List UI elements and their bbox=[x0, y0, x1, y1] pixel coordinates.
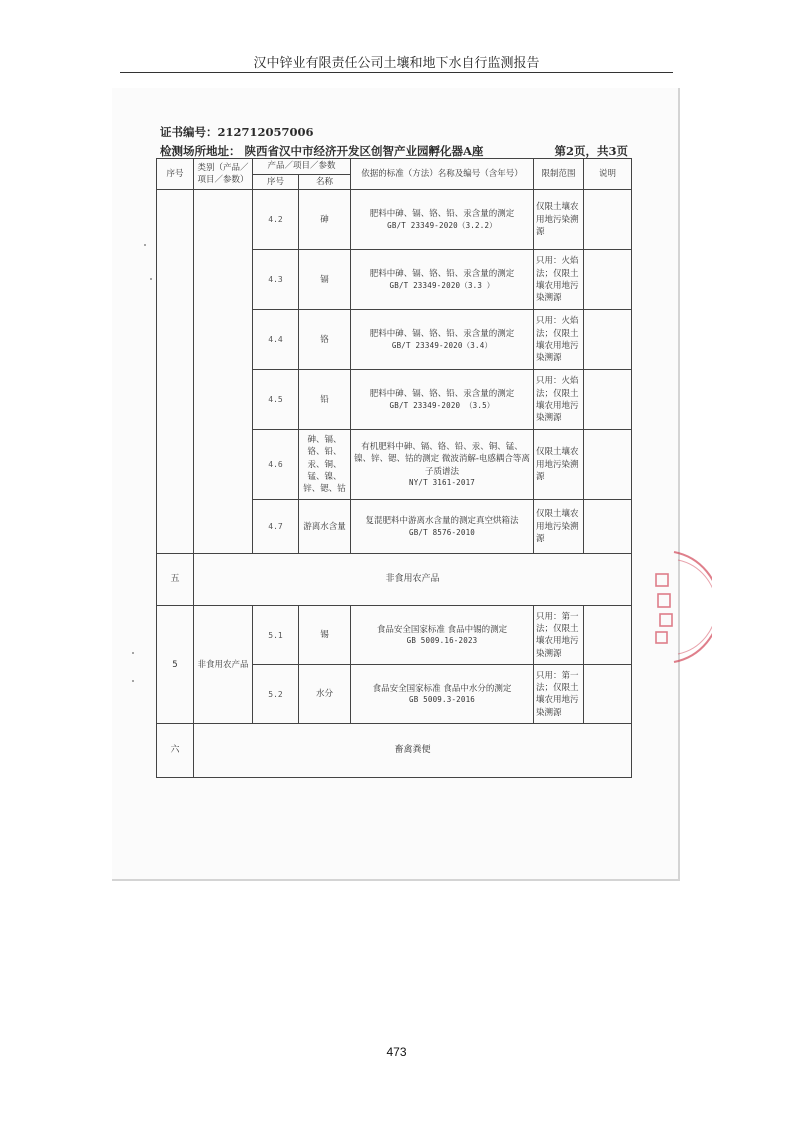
running-header: 汉中锌业有限责任公司土壤和地下水自行监测报告 bbox=[253, 56, 540, 71]
header-seq: 序号 bbox=[157, 159, 194, 190]
header-product-group: 产品／项目／参数 bbox=[253, 159, 351, 175]
item-name: 锡 bbox=[299, 606, 351, 665]
item-name: 铬 bbox=[299, 310, 351, 370]
standard-name: 肥料中砷、镉、铬、铅、汞含量的测定 bbox=[369, 209, 515, 220]
limit-range: 仅限土壤农用地污染溯源 bbox=[534, 430, 584, 500]
remark-cell bbox=[584, 190, 632, 250]
page-info: 第2页，共3页 bbox=[554, 144, 628, 158]
section-title: 畜禽粪便 bbox=[194, 724, 632, 778]
standard-name: 肥料中砷、镉、铬、铅、汞含量的测定 bbox=[369, 269, 515, 280]
section-row bbox=[157, 724, 632, 778]
limit-range: 只用：火焰法；仅限土壤农用地污染溯源 bbox=[534, 310, 584, 370]
section-number: 五 bbox=[157, 554, 194, 606]
header-category: 类别（产品／项目／参数） bbox=[194, 159, 253, 190]
item-name: 砷 bbox=[299, 190, 351, 250]
standard-cell bbox=[351, 500, 534, 554]
limit-range: 只用：火焰法；仅限土壤农用地污染溯源 bbox=[534, 250, 584, 310]
standard-name: 肥料中砷、镉、铬、铅、汞含量的测定 bbox=[369, 329, 515, 340]
header-remark: 说明 bbox=[584, 159, 632, 190]
standard-code: GB/T 23349-2020 （3.5） bbox=[389, 400, 495, 410]
certificate-number: 证书编号：212712057006 bbox=[160, 125, 314, 139]
standard-name: 复混肥料中游离水含量的测定真空烘箱法 bbox=[365, 516, 519, 527]
standard-code: GB 5009.3-2016 bbox=[409, 695, 476, 705]
limit-range: 只用：第一法；仅限土壤农用地污染溯源 bbox=[534, 606, 584, 665]
sub-seq: 4.5 bbox=[253, 370, 299, 430]
remark-cell bbox=[584, 606, 632, 665]
sub-seq: 4.4 bbox=[253, 310, 299, 370]
standard-cell bbox=[351, 250, 534, 310]
sub-seq: 4.6 bbox=[253, 430, 299, 500]
testing-site-address: 检测场所地址： 陕西省汉中市经济开发区创智产业园孵化器A座 bbox=[160, 144, 484, 158]
sub-seq: 4.7 bbox=[253, 500, 299, 554]
scan-speck bbox=[132, 652, 134, 654]
sub-seq: 5.2 bbox=[253, 665, 299, 724]
header-limit: 限制范围 bbox=[534, 159, 584, 190]
header-sub-seq: 序号 bbox=[253, 175, 299, 190]
scan-speck bbox=[144, 244, 146, 246]
section-row bbox=[157, 554, 632, 606]
table-row bbox=[157, 606, 632, 665]
sub-seq: 4.3 bbox=[253, 250, 299, 310]
standard-code: GB 5009.16-2023 bbox=[406, 636, 478, 646]
standard-cell bbox=[351, 606, 534, 665]
standard-cell bbox=[351, 430, 534, 500]
item-name: 镉 bbox=[299, 250, 351, 310]
standard-name: 食品安全国家标准 食品中锡的测定 bbox=[376, 624, 508, 635]
sub-seq: 5.1 bbox=[253, 606, 299, 665]
header-name: 名称 bbox=[299, 175, 351, 190]
section-title: 非食用农产品 bbox=[194, 554, 632, 606]
item-name: 铅 bbox=[299, 370, 351, 430]
remark-cell bbox=[584, 250, 632, 310]
item-name: 游离水含量 bbox=[299, 500, 351, 554]
limit-range: 仅限土壤农用地污染溯源 bbox=[534, 500, 584, 554]
standard-name: 肥料中砷、镉、铬、铅、汞含量的测定 bbox=[369, 389, 515, 400]
scan-speck bbox=[132, 680, 134, 682]
standard-cell bbox=[351, 665, 534, 724]
standard-cell bbox=[351, 190, 534, 250]
standard-code: GB/T 23349-2020（3.4） bbox=[391, 340, 493, 350]
remark-cell bbox=[584, 500, 632, 554]
limit-range: 仅限土壤农用地污染溯源 bbox=[534, 190, 584, 250]
standard-code: GB/T 23349-2020（3.2.2） bbox=[387, 220, 497, 230]
limit-range: 只用：火焰法；仅限土壤农用地污染溯源 bbox=[534, 370, 584, 430]
standard-code: GB/T 8576-2010 bbox=[409, 527, 476, 537]
remark-cell bbox=[584, 370, 632, 430]
standard-cell bbox=[351, 310, 534, 370]
standard-cell bbox=[351, 370, 534, 430]
section-number: 六 bbox=[157, 724, 194, 778]
group5-seq: 5 bbox=[157, 606, 194, 724]
accreditation-table bbox=[156, 158, 632, 778]
group4-category-cell bbox=[194, 190, 253, 554]
remark-cell bbox=[584, 310, 632, 370]
group4-seq-cell bbox=[157, 190, 194, 554]
group5-category: 非食用农产品 bbox=[194, 606, 253, 724]
standard-code: GB/T 23349-2020（3.3 ） bbox=[389, 280, 495, 290]
page-number: 473 bbox=[386, 1045, 407, 1059]
limit-range: 只用：第一法；仅限土壤农用地污染溯源 bbox=[534, 665, 584, 724]
standard-code: NY/T 3161-2017 bbox=[409, 477, 476, 487]
remark-cell bbox=[584, 430, 632, 500]
item-name: 水分 bbox=[299, 665, 351, 724]
remark-cell bbox=[584, 665, 632, 724]
table-row bbox=[157, 190, 632, 250]
header-rule bbox=[120, 72, 673, 73]
item-name: 砷、镉、铬、铅、汞、铜、锰、镍、锌、锶、钴 bbox=[299, 430, 351, 500]
sub-seq: 4.2 bbox=[253, 190, 299, 250]
header-standard: 依据的标准（方法）名称及编号（含年号） bbox=[351, 159, 534, 190]
standard-name: 有机肥料中砷、镉、铬、铅、汞、铜、锰、镍、锌、锶、钴的测定 微波消解-电感耦合等离子质谱法 bbox=[354, 441, 530, 477]
standard-name: 食品安全国家标准 食品中水分的测定 bbox=[372, 683, 512, 694]
scan-speck bbox=[150, 278, 152, 280]
